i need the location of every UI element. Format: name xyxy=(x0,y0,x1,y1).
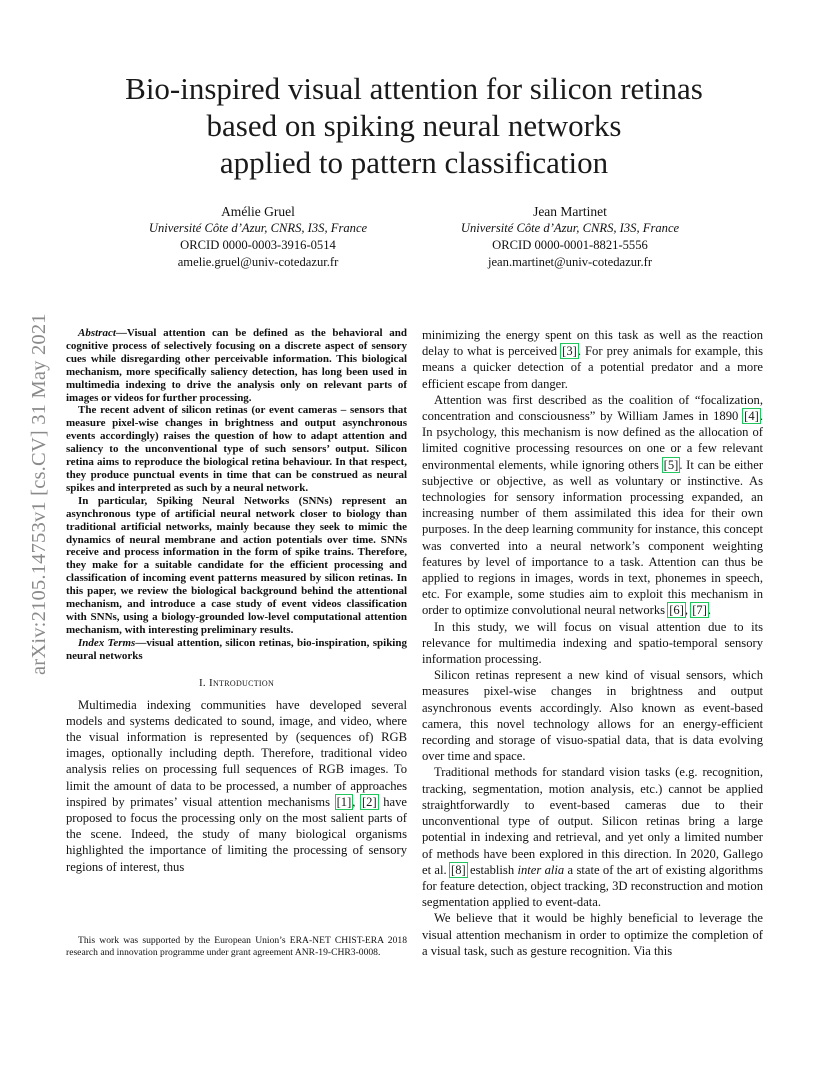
author-orcid: ORCID 0000-0003-3916-0514 xyxy=(180,238,336,252)
index-terms: Index Terms—visual attention, silicon retinas, bio-inspiration, spiking neural networks xyxy=(66,636,407,662)
section-title: Introduction xyxy=(209,676,275,689)
author-orcid: ORCID 0000-0001-8821-5556 xyxy=(492,238,648,252)
index-terms-text: visual attention, silicon retinas, bio-inspiration, spiking neural networks xyxy=(66,636,407,662)
left-column xyxy=(66,327,407,875)
body-text: . For prey animals for example, this means a quicker detection of a potential predator and a more efficient escape from danger. xyxy=(422,344,763,391)
author-email[interactable]: amelie.gruel@univ-cotedazur.fr xyxy=(177,255,339,269)
abstract xyxy=(66,327,407,663)
author-block-2 xyxy=(410,203,730,271)
author-affiliation: Université Côte d’Azur, CNRS, I3S, France xyxy=(460,221,680,235)
right-column xyxy=(422,327,763,959)
abstract-label: Abstract xyxy=(78,327,116,339)
author-affiliation: Université Côte d’Azur, CNRS, I3S, France xyxy=(148,221,368,235)
body-text: Attention was first described as the coalition of “focalization, concentration and consciousness” by William James in 1890 xyxy=(422,392,763,424)
title-line-1: Bio-inspired visual attention for silicon retinas xyxy=(125,71,703,106)
section-numeral: I. xyxy=(198,676,206,689)
title-line-3: applied to pattern classification xyxy=(219,145,609,180)
citation-link[interactable]: [2] xyxy=(361,794,377,809)
body-text: , xyxy=(352,794,361,809)
body-text: . xyxy=(707,603,712,618)
body-paragraph-1 xyxy=(422,327,763,392)
italic-text: inter alia xyxy=(517,862,565,877)
body-text: . It can be either subjective or objective, as well as voluntary or instinctive. As technologies for sensory information processing expanded, an increasing number of them assimilated this idea for their own purposes. In the deep learning community for instance, this concept was converted into a neural network’s component weighting features by level of importance to a task. Attention can thus be applied to regions in images, words in text, phonemes in speech, etc. For example, some studies aim to exploit this mechanism in order to optimize convolutional neural networks xyxy=(422,457,764,618)
body-text: have proposed to focus the processing only on the most salient parts of the scene. Indeed, the study of many biological organisms highlighted the importance of limiting the processing of sensory regions of interest, thus xyxy=(66,794,408,874)
body-text: Multimedia indexing communities have developed several models and systems dedicated to sound, image, and video, where the visual information is represented by (sequences of) RGB images, optionally including depth. Therefore, traditional video analysis relies on processing full sequences of RGB images. To limit the amount of data to be processed, a number of approaches inspired by primates’ visual attention mechanisms xyxy=(66,697,407,809)
author-name: Amélie Gruel xyxy=(221,204,295,219)
body-text: , xyxy=(684,603,692,618)
body-paragraph-6: We believe that it would be highly beneficial to leverage the visual attention mechanism in order to optimize the completion of a visual task, such as gesture recognition. Via this xyxy=(422,911,763,958)
body-text: . In psychology, this mechanism is now defined as the allocation of limited cognitive processing resources on one or a few relevant environmental elements, while ignoring others xyxy=(422,409,763,472)
citation-link[interactable]: [3] xyxy=(562,344,577,359)
body-paragraph-2 xyxy=(422,392,763,619)
abstract-paragraph-3: In particular, Spiking Neural Networks (SNNs) represent an asynchronous type of artificial neural network closer to biology than traditional artificial networks, mainly because they seek to mimic the dynamics of neural membrane and action potentials over time. SNNs receive and process information in the form of spike trains. Therefore, they make for a suitable candidate for the efficient processing and classification of incoming event patterns measured by silicon retinas. In this paper, we review the biological background behind the attentional mechanism, and introduce a case study of event videos classification with SNNs, using a biology-grounded low-level computational attention mechanism, with interesting preliminary results. xyxy=(66,494,407,636)
abstract-text-1: Visual attention can be defined as the behavioral and cognitive process of selectively focusing on a discrete aspect of sensory cues while disregarding other perceivable information. This biological mechanism, more specifically saliency detection, has long been used in multimedia indexing to drive the analysis only on relevant parts of images or videos for further processing. xyxy=(66,327,407,404)
abstract-paragraph-2: The recent advent of silicon retinas (or event cameras – sensors that measure pixel-wise changes in brightness and output asynchronous events accordingly) raises the question of how to adapt attention and saliency to the unconventional type of such sensors’ output. Silicon retina aims to reproduce the biological retina behaviour. In that respect, they produce punctual events in time that can be construed as neural spikes and interpreted as such by a neural network. xyxy=(66,404,407,494)
index-terms-label: Index Terms xyxy=(78,636,136,649)
title-line-2: based on spiking neural networks xyxy=(206,108,622,143)
intro-paragraph-1 xyxy=(66,697,407,875)
author-email[interactable]: jean.martinet@univ-cotedazur.fr xyxy=(487,255,653,269)
body-paragraph-4: Silicon retinas represent a new kind of visual sensors, which measures pixel-wise changes in brightness and output asynchronous events accordingly. Also known as event-based camera, this novel technology allows for an energy-efficient recording and storage of visuo-spatial data, that is data evolving over time and space. xyxy=(422,668,763,764)
body-paragraph-3: In this study, we will focus on visual attention due to its relevance for multimedia indexing and spatio-temporal sensory information processing. xyxy=(422,619,763,667)
paper-title xyxy=(60,70,768,181)
citation-link[interactable]: [6] xyxy=(669,603,684,618)
body-text: minimizing the energy spent on this task as well as the reaction delay to what is perceived xyxy=(422,328,763,359)
section-heading xyxy=(66,677,407,689)
body-text: Traditional methods for standard vision tasks (e.g. recognition, tracking, segmentation, motion analysis, etc.) cannot be applied straightforwardly to event-based cameras due to their unconventional type of output. Silicon retinas bring a large potential in indexing and retrieval, and yet only a limited number of methods have been explored in this direction. In 2020, Gallego et al. xyxy=(422,765,763,877)
citation-link[interactable]: [5] xyxy=(663,457,679,472)
body-text: establish xyxy=(466,862,518,877)
body-text: a state of the art of existing algorithms for feature detection, object tracking, 3D reconstruction and motion segmentation applied to event-data. xyxy=(422,862,764,910)
author-block-1 xyxy=(98,203,418,271)
abstract-paragraph-1: Abstract—Visual attention can be defined as the behavioral and cognitive process of selectively focusing on a discrete aspect of sensory cues while disregarding other perceivable information. This biological mechanism, more specifically saliency detection, has long been used in multimedia indexing to drive the analysis only on relevant parts of images or videos for further processing. xyxy=(66,327,407,404)
citation-link[interactable]: [4] xyxy=(744,409,759,424)
author-name: Jean Martinet xyxy=(533,204,607,219)
citation-link[interactable]: [1] xyxy=(336,794,352,809)
funding-footnote: This work was supported by the European Union’s ERA-NET CHIST-ERA 2018 research and innovation programme under grant agreement ANR-19-CHR3-0008. xyxy=(66,935,407,958)
citation-link[interactable]: [8] xyxy=(451,862,466,877)
citation-link[interactable]: [7] xyxy=(692,603,707,618)
arxiv-stamp: arXiv:2105.14753v1 [cs.CV] 31 May 2021 xyxy=(28,313,50,675)
body-paragraph-5 xyxy=(422,764,763,910)
